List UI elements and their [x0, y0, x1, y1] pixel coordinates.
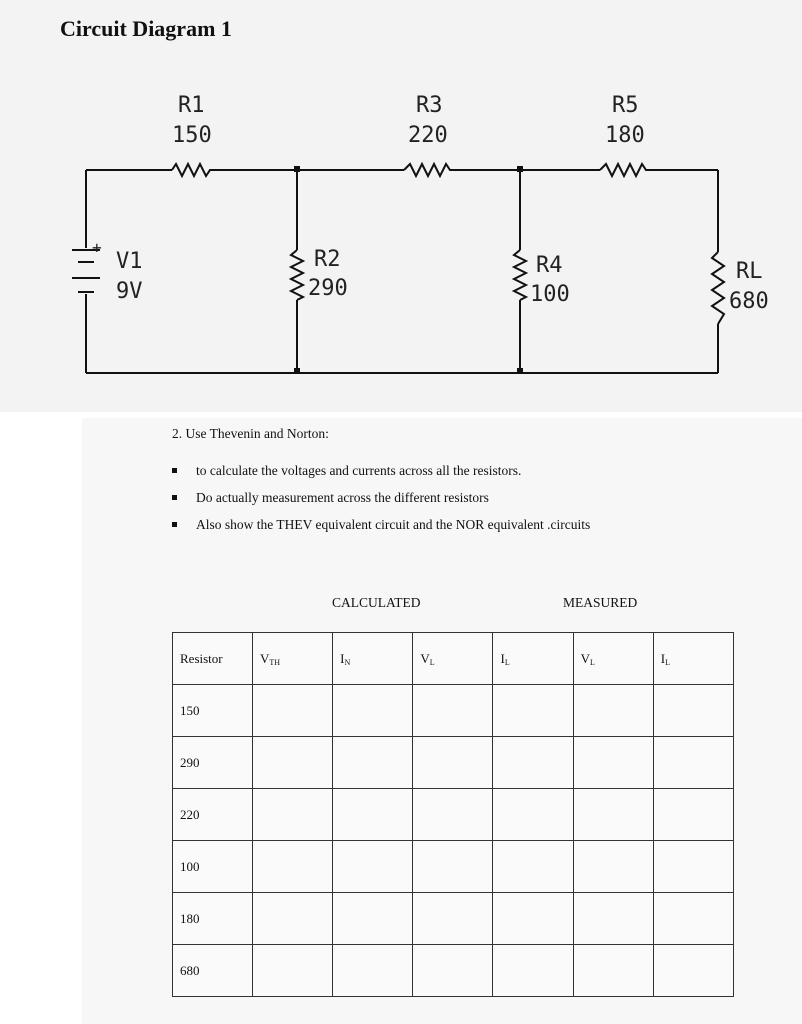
empty-cell[interactable]: [493, 737, 573, 789]
empty-cell[interactable]: [493, 789, 573, 841]
empty-cell[interactable]: [573, 841, 653, 893]
empty-cell[interactable]: [413, 893, 493, 945]
r3-value: 220: [408, 123, 448, 148]
empty-cell[interactable]: [493, 685, 573, 737]
page-title: Circuit Diagram 1: [60, 16, 232, 41]
junction-dot: [294, 166, 300, 172]
junction-dot: [517, 368, 523, 374]
col-resistor-header: Resistor: [173, 633, 253, 685]
empty-cell[interactable]: [413, 685, 493, 737]
table-row: [173, 893, 734, 945]
r5-value: 180: [605, 123, 645, 148]
table-row: [173, 945, 734, 997]
resistor-r2: [291, 250, 303, 300]
r3-name: R3: [416, 93, 443, 118]
empty-cell[interactable]: [333, 893, 413, 945]
resistor-r1: [172, 164, 214, 176]
bullet-icon: [172, 522, 177, 527]
empty-cell[interactable]: [573, 685, 653, 737]
list-item: Do actually measurement across the different resistors: [172, 489, 590, 516]
resistor-r5: [600, 164, 650, 176]
r1-value: 150: [172, 123, 212, 148]
resistor-r3: [404, 164, 454, 176]
table-row: [173, 737, 734, 789]
row-resistor-label: 220: [173, 789, 253, 841]
table-row: [173, 841, 734, 893]
empty-cell[interactable]: [493, 841, 573, 893]
circuit-diagram: [0, 0, 802, 412]
resistor-r4: [514, 250, 526, 300]
col-vth-header: $V_{TH}$: [253, 633, 333, 685]
empty-cell[interactable]: [493, 945, 573, 997]
col-vl-meas-header: $V_L$: [573, 633, 653, 685]
empty-cell[interactable]: [333, 789, 413, 841]
row-resistor-label: 180: [173, 893, 253, 945]
junction-dot: [294, 368, 300, 374]
col-il-calc-header: $I_L$: [493, 633, 573, 685]
empty-cell[interactable]: [653, 737, 733, 789]
row-resistor-label: 680: [173, 945, 253, 997]
empty-cell[interactable]: [413, 789, 493, 841]
empty-cell[interactable]: [573, 893, 653, 945]
empty-cell[interactable]: [653, 789, 733, 841]
list-item: Also show the THEV equivalent circuit and the NOR equivalent .circuits: [172, 516, 590, 543]
empty-cell[interactable]: [253, 945, 333, 997]
row-resistor-label: 100: [173, 841, 253, 893]
bullet-icon: [172, 468, 177, 473]
empty-cell[interactable]: [333, 945, 413, 997]
task-bullets: [172, 462, 590, 543]
col-vl-calc-header: $V_L$: [413, 633, 493, 685]
empty-cell[interactable]: [653, 685, 733, 737]
table-row: [173, 685, 734, 737]
row-resistor-label: 150: [173, 685, 253, 737]
empty-cell[interactable]: [253, 893, 333, 945]
r4-name: R4: [536, 253, 563, 278]
r5-name: R5: [612, 93, 639, 118]
empty-cell[interactable]: [653, 841, 733, 893]
measured-header: MEASURED: [563, 595, 638, 610]
r2-value: 290: [308, 276, 348, 301]
resistor-rl: [712, 252, 724, 324]
empty-cell[interactable]: [653, 945, 733, 997]
task-heading: 2. Use Thevenin and Norton:: [172, 426, 329, 441]
rl-value: 680: [729, 289, 769, 314]
empty-cell[interactable]: [253, 737, 333, 789]
empty-cell[interactable]: [413, 841, 493, 893]
table-row: [173, 789, 734, 841]
empty-cell[interactable]: [573, 737, 653, 789]
empty-cell[interactable]: [333, 841, 413, 893]
battery-polarity: +: [92, 238, 102, 257]
empty-cell[interactable]: [493, 893, 573, 945]
col-il-meas-header: $I_L$: [653, 633, 733, 685]
r2-name: R2: [314, 247, 341, 272]
source-name: V1: [116, 249, 143, 274]
r4-value: 100: [530, 282, 570, 307]
calculated-header: CALCULATED: [332, 595, 421, 610]
r1-name: R1: [178, 93, 205, 118]
list-item: to calculate the voltages and currents across all the resistors.: [172, 462, 590, 489]
row-resistor-label: 290: [173, 737, 253, 789]
empty-cell[interactable]: [573, 789, 653, 841]
rl-name: RL: [736, 259, 763, 284]
table-header-row: [173, 633, 734, 685]
empty-cell[interactable]: [253, 685, 333, 737]
empty-cell[interactable]: [653, 893, 733, 945]
results-table: [172, 632, 734, 997]
col-in-header: $I_N$: [333, 633, 413, 685]
empty-cell[interactable]: [333, 737, 413, 789]
empty-cell[interactable]: [333, 685, 413, 737]
empty-cell[interactable]: [413, 945, 493, 997]
empty-cell[interactable]: [413, 737, 493, 789]
empty-cell[interactable]: [253, 789, 333, 841]
empty-cell[interactable]: [573, 945, 653, 997]
empty-cell[interactable]: [253, 841, 333, 893]
bullet-icon: [172, 495, 177, 500]
junction-dot: [517, 166, 523, 172]
source-value: 9V: [116, 279, 143, 304]
